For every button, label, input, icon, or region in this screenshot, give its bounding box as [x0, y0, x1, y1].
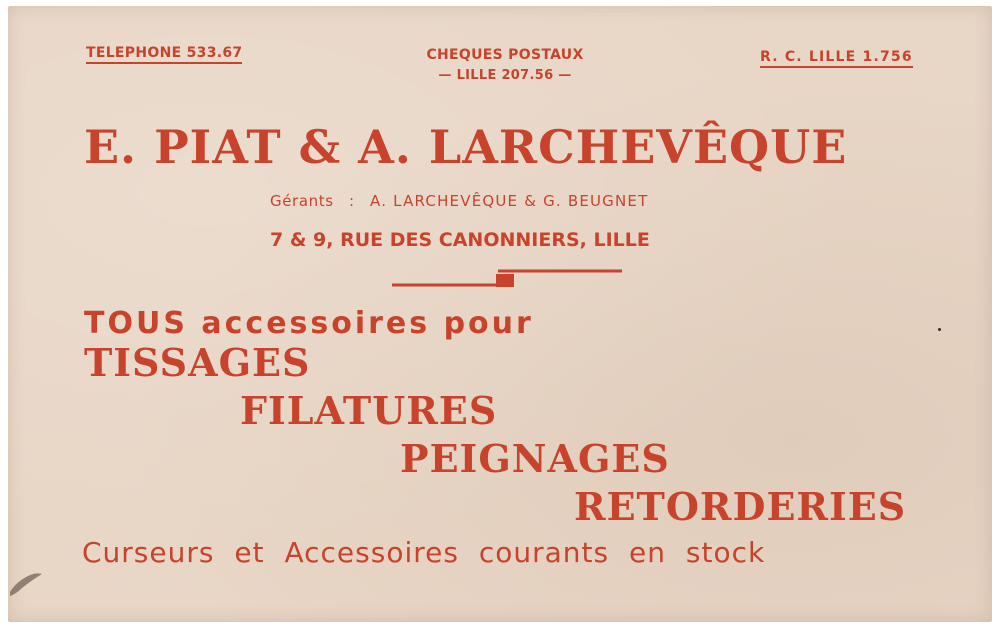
ink-speck [938, 328, 941, 331]
managers-names: A. LARCHEVÊQUE & G. BEUGNET [370, 192, 649, 210]
cheques-postaux-title: CHEQUES POSTAUX [426, 47, 584, 63]
managers-separator: : [349, 192, 355, 210]
dash-left: — [438, 68, 457, 83]
industry-filatures: FILATURES [240, 388, 498, 433]
industry-peignages: PEIGNAGES [400, 436, 670, 481]
cheques-postaux-number-line [400, 68, 610, 83]
address: 7 & 9, RUE DES CANONNIERS, LILLE [270, 229, 650, 251]
divider-ornament [392, 266, 622, 290]
stock-footer: Curseurs et Accessoires courants en stock [82, 536, 766, 569]
industry-tissages: TISSAGES [84, 340, 311, 385]
industry-retorderies: RETORDERIES [574, 484, 907, 529]
telephone-label: TELEPHONE 533.67 [86, 45, 242, 64]
registry-label: R. C. LILLE 1.756 [760, 49, 913, 68]
cheques-postaux-number: LILLE 207.56 [456, 68, 554, 83]
dash-right: — [553, 68, 572, 83]
company-name: E. PIAT & A. LARCHEVÊQUE [84, 120, 848, 174]
corner-smudge [8, 562, 44, 598]
tagline: TOUS accessoires pour [84, 306, 534, 341]
managers-line [270, 192, 648, 210]
divider-center-block [496, 274, 514, 287]
managers-label: Gérants [270, 192, 334, 210]
